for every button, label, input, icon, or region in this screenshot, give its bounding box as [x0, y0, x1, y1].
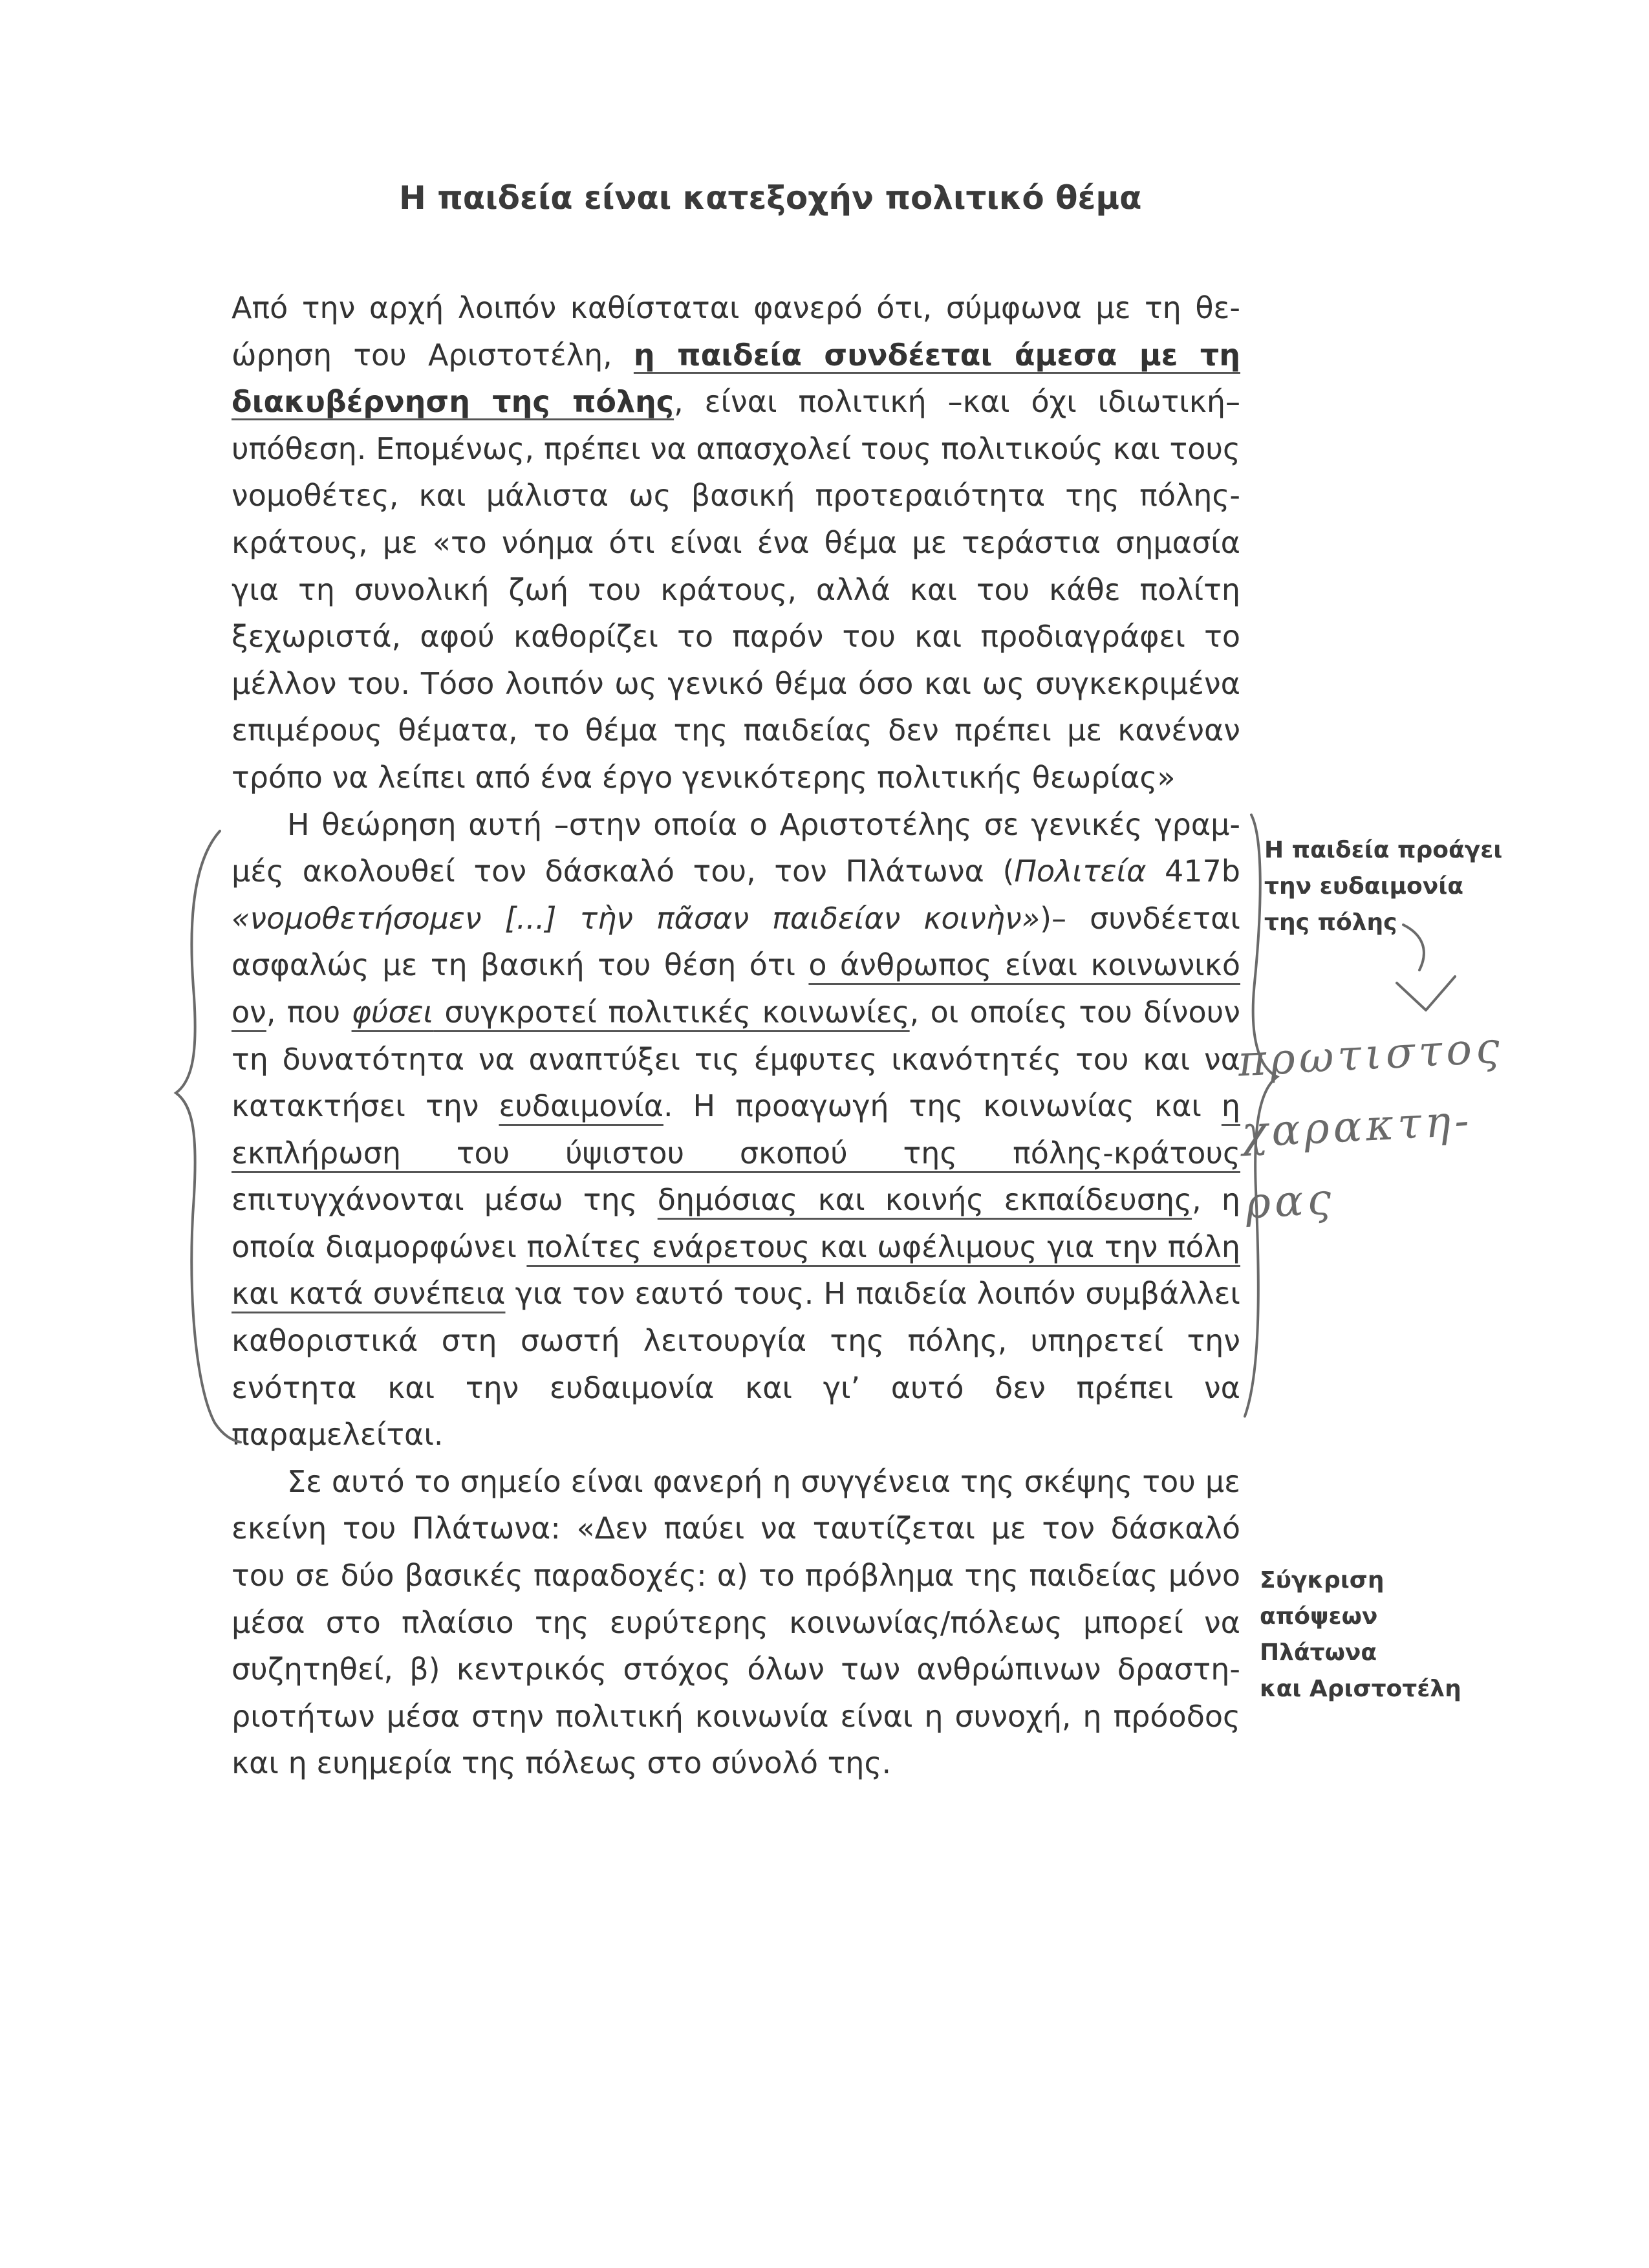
p2-text-e: )– συνδέεται ασφαλώς με τη βασική του θέση ότι	[232, 900, 1240, 983]
p1-highlight: η παιδεία συνδέεται άμεσα με τη διακυβέρνηση της πόλης	[232, 337, 1240, 420]
handwritten-line: πρωτιστος	[1236, 1022, 1505, 1086]
p2-text-p: , η οποία διαμορφώνει	[232, 1182, 1240, 1264]
p2-underline-social-being: ο άνθρωπος είναι κοινωνικό ον	[232, 947, 1240, 1030]
margin-note-line: Πλάτωνα	[1260, 1639, 1377, 1666]
p2-underline-societies: συγκροτεί πολιτικές κοινωνίες	[433, 994, 910, 1030]
right-brace	[1245, 815, 1277, 1416]
p2-text-j: , οι οποίες του δίνουν τη δυνατότητα να αναπτύξει τις έμφυτες ικανότητές του και να κατακτήσει την	[232, 994, 1240, 1124]
p2-ref: 417b	[1146, 854, 1240, 889]
margin-note-line: Σύγκριση	[1260, 1567, 1385, 1593]
p2-text-l: . Η προαγωγή της κοινωνίας και	[663, 1088, 1222, 1124]
p2-politeia: Πολιτεία	[1014, 854, 1147, 889]
margin-pointer	[1397, 925, 1455, 1010]
p2-underline-education: δημόσιας και κοινής εκπαίδευσης	[657, 1182, 1192, 1218]
paragraph-3: Σε αυτό το σημείο είναι φανερή η συγγένεια της σκέψης του με εκείνη του Πλάτωνα: «Δεν παύει να ταυτίζεται με τον δάσκαλό του σε δύο βασικές παραδοχές: α) το πρόβλημα της παιδείας μόνο μέσα στο πλαίσιο της ευρύτερης κοινωνίας/πόλεως μπορεί να συζητηθεί, β) κεντρικός στόχος όλων των ανθρώπινων δραστηριοτήτων μέσα στην πολιτική κοινωνία είναι η συνοχή, η πρόοδος και η ευημερία της πόλεως στο σύνολό της.	[232, 1463, 1240, 1781]
margin-note-line: της πόλης	[1264, 909, 1397, 936]
p2-quote: «νομοθετήσομεν [...] τὴν πᾶσαν παιδείαν κοινὴν»	[232, 900, 1040, 936]
left-brace	[176, 831, 241, 1442]
p2-underline-eudaimonia: ευδαιμονία	[499, 1088, 663, 1124]
p2-text-a: Η θεώρηση αυτή –στην οποία ο Αριστοτέλης σε γενικές γραμμές ακολουθεί τον δάσκαλό του, τον Πλάτωνα (	[232, 806, 1240, 889]
margin-note-line: απόψεων	[1260, 1603, 1378, 1630]
p2-text-r: για τον εαυτό τους. Η παιδεία λοιπόν συμβάλλει καθοριστικά στη σωστή λειτουργία της πόλης, υπηρετεί την ενότητα και την ευδαιμονία και γι’ αυτό δεν πρέπει να παραμελείται.	[232, 1276, 1240, 1453]
page-title: Η παιδεία είναι κατεξοχήν πολιτικό θέμα	[399, 179, 1142, 217]
p2-underline-purpose: η εκπλήρωση του ύψιστου σκοπού της πόλης-κράτους	[232, 1088, 1241, 1171]
p2-underline-citizens: πολίτες ενάρετους και ωφέλιμους για την πόλη και κατά συνέπεια	[232, 1229, 1240, 1312]
p1-text-a: Από την αρχή λοιπόν καθίσταται φανερό ότι, σύμφωνα με τη θεώρηση του Αριστοτέλη,	[232, 290, 1240, 373]
margin-note-line: την ευδαιμονία	[1264, 873, 1464, 900]
p2-physei: φύσει	[351, 994, 434, 1030]
margin-note-line: και Αριστοτέλη	[1260, 1676, 1461, 1702]
p2-text-n: επιτυγχάνονται μέσω της	[232, 1182, 658, 1218]
handwritten-line: ρας	[1244, 1174, 1337, 1229]
p2-text-g: , που	[266, 994, 352, 1030]
p1-text-c: , είναι πολιτική –και όχι ιδιωτική– υπόθεση. Επομένως, πρέπει να απασχολεί τους πολιτικούς και τους νομοθέτες, και μάλιστα ως βασική προτεραιότητα της πόλης-κράτους, με «το νόημα ότι είναι ένα θέμα με τεράστια σημασία για τη συνολική ζωή του κράτους, αλλά και του κάθε πολίτη ξεχωριστά, αφού καθορίζει το παρόν του και προδιαγράφει το μέλλον του. Τόσο λοιπόν ως γενικό θέμα όσο και ως συγκεκριμένα επιμέρους θέματα, το θέμα της παιδείας δεν πρέπει με κανέναν τρόπο να λείπει από ένα έργο γενικότερης πολιτικής θεωρίας»	[232, 384, 1240, 795]
handwritten-line: χαρακτη-	[1240, 1095, 1474, 1158]
margin-note-line: Η παιδεία προάγει	[1264, 837, 1503, 863]
